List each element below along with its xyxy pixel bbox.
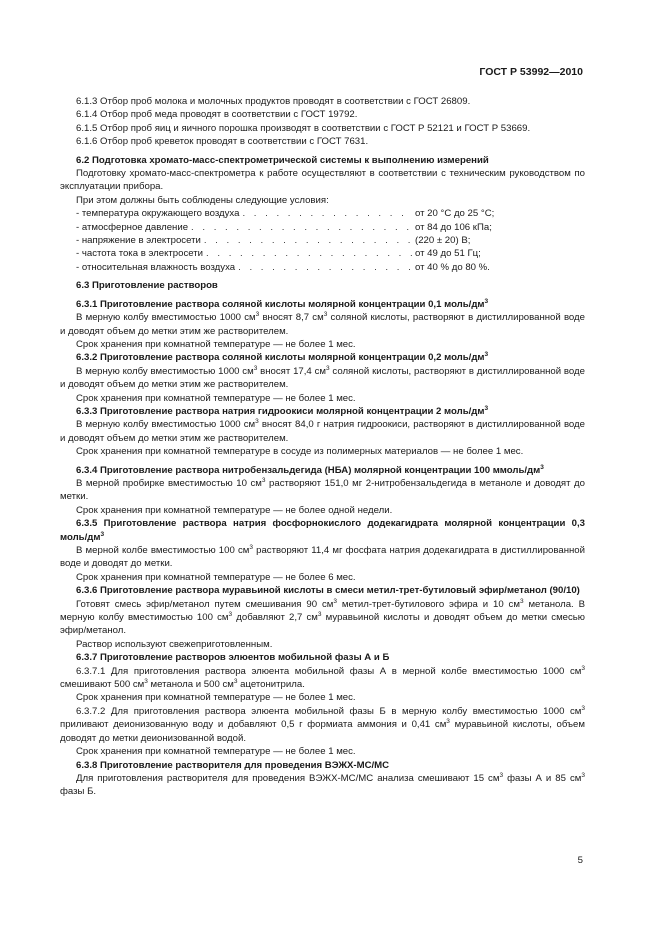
- condition-label: - напряжение в электросети: [76, 235, 201, 247]
- paragraph: 6.1.4 Отбор проб меда проводят в соответствии с ГОСТ 19792.: [76, 109, 358, 121]
- condition-row: [60, 221, 585, 234]
- paragraph: 6.1.5 Отбор проб яиц и яичного порошка производят в соответствии с ГОСТ Р 52121 и ГОСТ Р 53669.: [76, 122, 531, 134]
- condition-label: - частота тока в электросети: [76, 248, 204, 260]
- subsection-heading: 6.3.4 Приготовление раствора нитробензальдегида (НБА) молярной концентрации 100 ммоль/$дм^3$: [76, 463, 544, 476]
- paragraph: В мерной пробирке вместимостью 10 $см^3$ растворяют 151,0 мг 2-нитробензальдегида в метаноле и доводят до метки.: [60, 476, 585, 503]
- section-heading: 6.2 Подготовка хромато-масс-спектрометрической системы к выполнению измерений: [76, 154, 489, 166]
- paragraph: При этом должны быть соблюдены следующие условия:: [76, 194, 329, 206]
- subsection-heading: 6.3.2 Приготовление раствора соляной кислоты молярной концентрации 0,2 моль/$дм^3$: [76, 351, 489, 364]
- paragraph: 6.1.3 Отбор проб молока и молочных продуктов проводят в соответствии с ГОСТ 26809.: [76, 96, 471, 107]
- paragraph: В мерную колбу вместимостью 1000 $см^3$ вносят 8,7 $см^3$ соляной кислоты, растворяют в дистиллированной воде и доводят объем до метки этим же растворителем.: [60, 311, 585, 337]
- paragraph: В мерную колбу вместимостью 1000 $см^3$ вносят 17,4 $см^3$ соляной кислоты, растворяют в дистиллированной воде и доводят объем до метки этим же растворителем.: [60, 364, 585, 391]
- document-header: ГОСТ Р 53992—2010: [479, 66, 583, 78]
- condition-row: [60, 247, 585, 260]
- condition-label: - относительная влажность воздуха: [76, 261, 236, 273]
- subsection-heading: 6.3.1 Приготовление раствора соляной кислоты молярной концентрации 0,1 моль/$дм^3$: [76, 297, 489, 310]
- subsection-heading: 6.3.6 Приготовление раствора муравьиной кислоты в смеси метил-трет-бутиловый эфир/метанол (90/10): [76, 585, 580, 597]
- paragraph: Срок хранения при комнатной температуре — не более одной недели.: [76, 504, 393, 516]
- paragraph: 6.3.7.1 Для приготовления раствора элюента мобильной фазы А в мерной колбе вместимостью 1000 $см^3$ смешивают 500 $см^3$ метанола и 500 $см^3$ ацетонитрила.: [60, 664, 585, 691]
- condition-value: (220 ± 20) В;: [415, 235, 471, 247]
- page-number: 5: [577, 855, 583, 866]
- condition-row: [60, 207, 585, 220]
- paragraph: Срок хранения при комнатной температуре — не более 6 мес.: [76, 571, 356, 583]
- paragraph: Срок хранения при комнатной температуре — не более 1 мес.: [76, 338, 356, 350]
- section-heading: 6.3 Приготовление растворов: [76, 280, 218, 292]
- paragraph: Срок хранения при комнатной температуре в сосуде из полимерных материалов — не более 1 мес.: [76, 446, 524, 458]
- condition-row: [60, 261, 585, 274]
- paragraph: 6.1.6 Отбор проб креветок проводят в соответствии с ГОСТ 7631.: [76, 136, 369, 148]
- paragraph: Срок хранения при комнатной температуре — не более 1 мес.: [76, 746, 356, 758]
- subsection-heading: 6.3.3 Приготовление раствора натрия гидроокиси молярной концентрации 2 моль/$дм^3$: [76, 404, 489, 417]
- paragraph: 6.3.7.2 Для приготовления раствора элюента мобильной фазы Б в мерную колбу вместимостью 1000 $см^3$ приливают деионизованную воду и добавляют 0,5 г формиата аммония и 0,41 $см^3$ муравьиной кислоты, объем доводят до метки деионизованной водой.: [60, 704, 585, 744]
- condition-label: - температура окружающего воздуха: [76, 208, 240, 220]
- paragraph: Готовят смесь эфир/метанол путем смешивания 90 $см^3$ метил-трет-бутилового эфира и 10 $см^3$ метанола. В мерную колбу вместимостью 100 $см^3$ добавляют 2,7 $см^3$ муравьиной кислоты и доводят объем до метки смесью эфир/метанол.: [60, 597, 586, 637]
- condition-value: от 40 % до 80 %.: [415, 261, 490, 273]
- condition-row: [60, 234, 585, 247]
- condition-value: от 20 °С до 25 °С;: [415, 208, 495, 220]
- subsection-heading: 6.3.7 Приготовление растворов элюентов мобильной фазы А и Б: [76, 652, 390, 664]
- paragraph: Подготовку хромато-масс-спектрометра к работе осуществляют в соответствии с техническим руководством по эксплуатации прибора.: [60, 168, 585, 193]
- condition-value: от 49 до 51 Гц;: [415, 248, 481, 260]
- paragraph: В мерной колбе вместимостью 100 $см^3$ растворяют 11,4 мг фосфата натрия додекагидрата в дистиллированной воде и доводят до метки.: [60, 544, 585, 570]
- paragraph: Срок хранения при комнатной температуре — не более 1 мес.: [76, 692, 356, 704]
- paragraph: В мерную колбу вместимостью 1000 $см^3$ вносят 84,0 г натрия гидроокиси, растворяют в дистиллированной воде и доводят объем до метки этим же растворителем.: [60, 418, 585, 444]
- paragraph: Раствор используют свежеприготовленным.: [76, 638, 273, 650]
- condition-value: от 84 до 106 кПа;: [415, 221, 492, 233]
- subsection-heading: 6.3.8 Приготовление растворителя для проведения ВЭЖХ-МС/МС: [76, 759, 390, 771]
- condition-label: - атмосферное давление: [76, 221, 189, 233]
- subsection-heading: 6.3.5 Приготовление раствора натрия фосфорнокислого додекагидрата молярной концентрации 0,3 моль/$дм^3$: [60, 518, 585, 543]
- paragraph: Для приготовления растворителя для проведения ВЭЖХ-МС/МС анализа смешивают 15 $см^3$ фазы А и 85 $см^3$ фазы Б.: [60, 771, 585, 798]
- paragraph: Срок хранения при комнатной температуре — не более 1 мес.: [76, 392, 356, 404]
- document-body: [60, 95, 585, 799]
